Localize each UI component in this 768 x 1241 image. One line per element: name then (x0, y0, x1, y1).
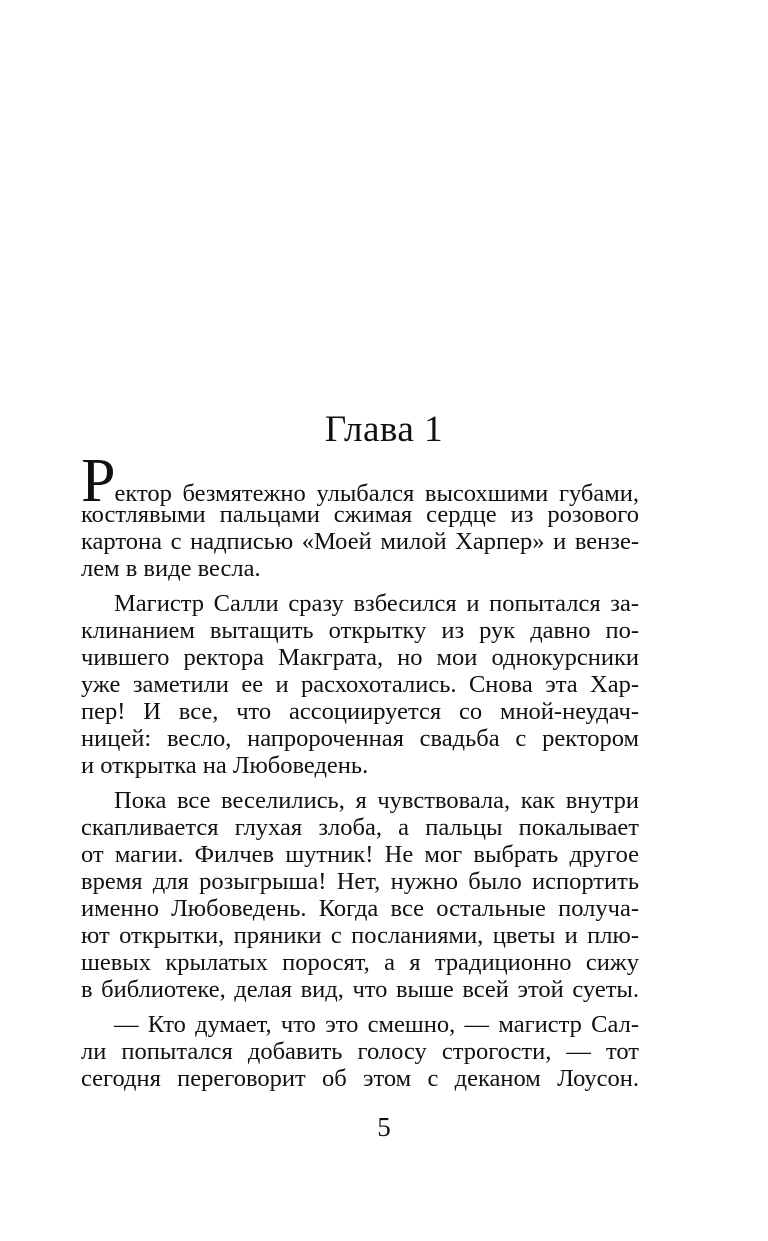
paragraph-line: шевых крылатых поросят, а я традиционно сижу (81, 949, 639, 976)
paragraph-line: ли попытался добавить голосу строгости, — тот (81, 1038, 639, 1065)
paragraph-line: именно Любоведень. Когда все остальные получа- (81, 895, 639, 922)
paragraph-line: сегодня переговорит об этом с деканом Лоусон. (81, 1065, 639, 1092)
paragraph-line: скапливается глухая злоба, а пальцы покалывает (81, 814, 639, 841)
paragraph-line: уже заметили ее и расхохотались. Снова эта Хар- (81, 671, 639, 698)
paragraph-line: в библиотеке, делая вид, что выше всей этой суеты. (81, 976, 639, 1003)
line-text: ектор безмятежно улыбался высохшими губами, (114, 480, 639, 507)
page-number: 5 (377, 1112, 391, 1142)
paragraph-line: Пока все веселились, я чувствовала, как внутри (114, 787, 639, 814)
paragraph-line: пер! И все, что ассоциируется со мной-неудач- (81, 698, 639, 725)
paragraph-line: — Кто думает, что это смешно, — магистр Сал- (114, 1011, 639, 1038)
paragraph-line: время для розыгрыша! Нет, нужно было испортить (81, 868, 639, 895)
paragraph-line: картона с надписью «Моей милой Харпер» и вензе- (81, 528, 639, 555)
chapter-title: Глава 1 (324, 409, 444, 450)
paragraph-line: костлявыми пальцами сжимая сердце из розового (81, 501, 639, 528)
paragraph-line: ют открытки, пряники с посланиями, цветы и плю- (81, 922, 639, 949)
chapter-text (81, 447, 639, 1092)
drop-cap: Р (81, 447, 116, 515)
paragraph-line: клинанием вытащить открытку из рук давно по- (81, 617, 639, 644)
paragraph-line: ницей: весло, напророченная свадьба с ректором (81, 725, 639, 752)
paragraph-line: от магии. Филчев шутник! Не мог выбрать другое (81, 841, 639, 868)
paragraph-line: и открытка на Любоведень. (81, 752, 369, 779)
paragraph-line: лем в виде весла. (81, 555, 261, 582)
paragraph-line: Магистр Салли сразу взбесился и попытался за- (114, 590, 639, 617)
paragraph-line: чившего ректора Макграта, но мои однокурсники (81, 644, 639, 671)
